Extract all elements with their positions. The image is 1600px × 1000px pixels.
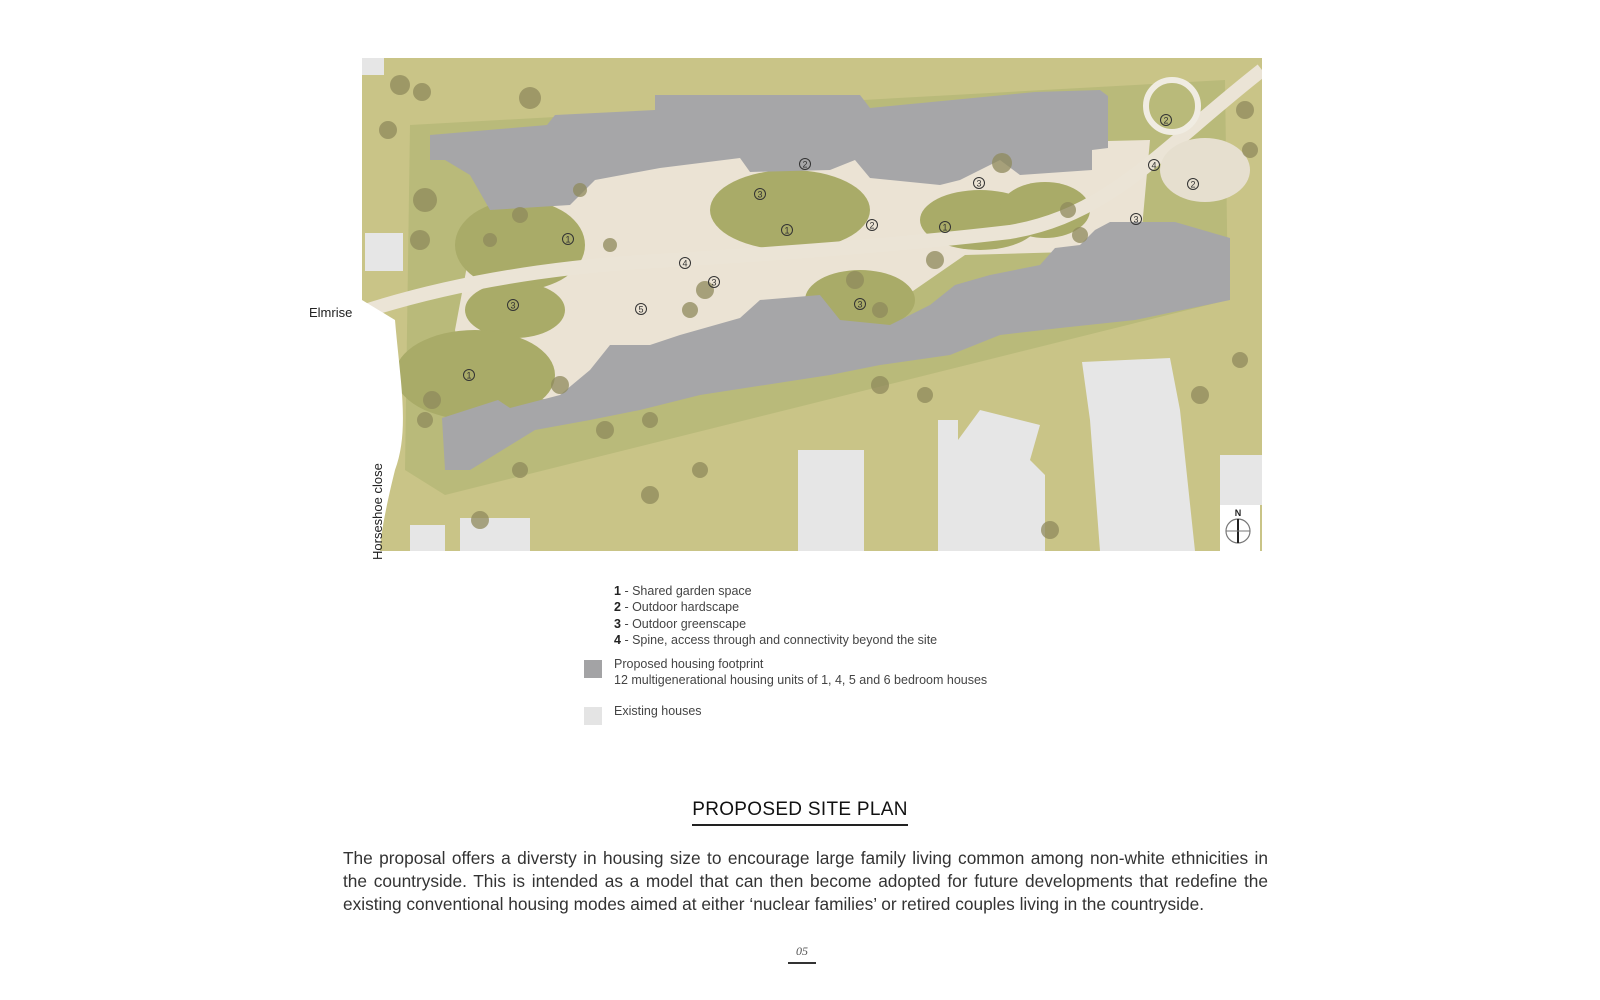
- legend-item-2: 2 - Outdoor hardscape: [614, 600, 740, 615]
- horseshoe-close-road-label: Horseshoe close: [370, 463, 385, 560]
- description-paragraph: The proposal offers a diversty in housing size to encourage large family living common among non-white ethnicities in the countryside. This is intended as a model that can then become adopted for future developments that redefine the existing conventional housing modes aimed at either ‘nuclear families’ or retired couples living in the countryside.: [343, 848, 1268, 914]
- legend-item-4: 4 - Spine, access through and connectivity beyond the site: [614, 632, 938, 647]
- svg-text:3: 3: [857, 299, 863, 310]
- svg-text:3: 3: [976, 178, 982, 189]
- hardscape-plaza: [1160, 138, 1250, 202]
- svg-text:2: 2: [1190, 179, 1196, 190]
- existing-houses-swatch: [584, 707, 602, 725]
- proposed-housing-sublabel: 12 multigenerational housing units of 1, 4, 5 and 6 bedroom houses: [614, 673, 988, 687]
- svg-text:2: 2: [1163, 115, 1169, 126]
- proposed-housing-label: Proposed housing footprint: [614, 657, 764, 671]
- svg-text:4: 4: [682, 258, 688, 269]
- legend-item-1: 1 - Shared garden space: [614, 584, 752, 598]
- svg-text:1: 1: [466, 370, 472, 381]
- north-label: N: [1234, 508, 1242, 518]
- north-arrow-icon: [1220, 505, 1260, 551]
- garden-area: [710, 170, 870, 250]
- svg-text:1: 1: [942, 222, 948, 233]
- svg-text:5: 5: [638, 304, 644, 315]
- svg-text:1: 1: [565, 234, 571, 245]
- legend-numbered-list: [614, 583, 937, 648]
- page-title: PROPOSED SITE PLAN: [692, 799, 908, 826]
- elmrise-road-label: Elmrise: [309, 305, 353, 320]
- legend-item-3: 3 - Outdoor greenscape: [614, 616, 747, 631]
- svg-text:2: 2: [869, 220, 875, 231]
- svg-text:1: 1: [784, 225, 790, 236]
- page-number: 05: [788, 944, 816, 964]
- svg-text:3: 3: [1133, 214, 1139, 225]
- proposed-housing-swatch: [584, 660, 602, 678]
- svg-text:2: 2: [802, 159, 808, 170]
- svg-text:3: 3: [510, 300, 516, 311]
- svg-text:4: 4: [1151, 160, 1157, 171]
- existing-houses-label: Existing houses: [614, 704, 702, 718]
- svg-text:3: 3: [711, 277, 717, 288]
- svg-text:3: 3: [757, 189, 763, 200]
